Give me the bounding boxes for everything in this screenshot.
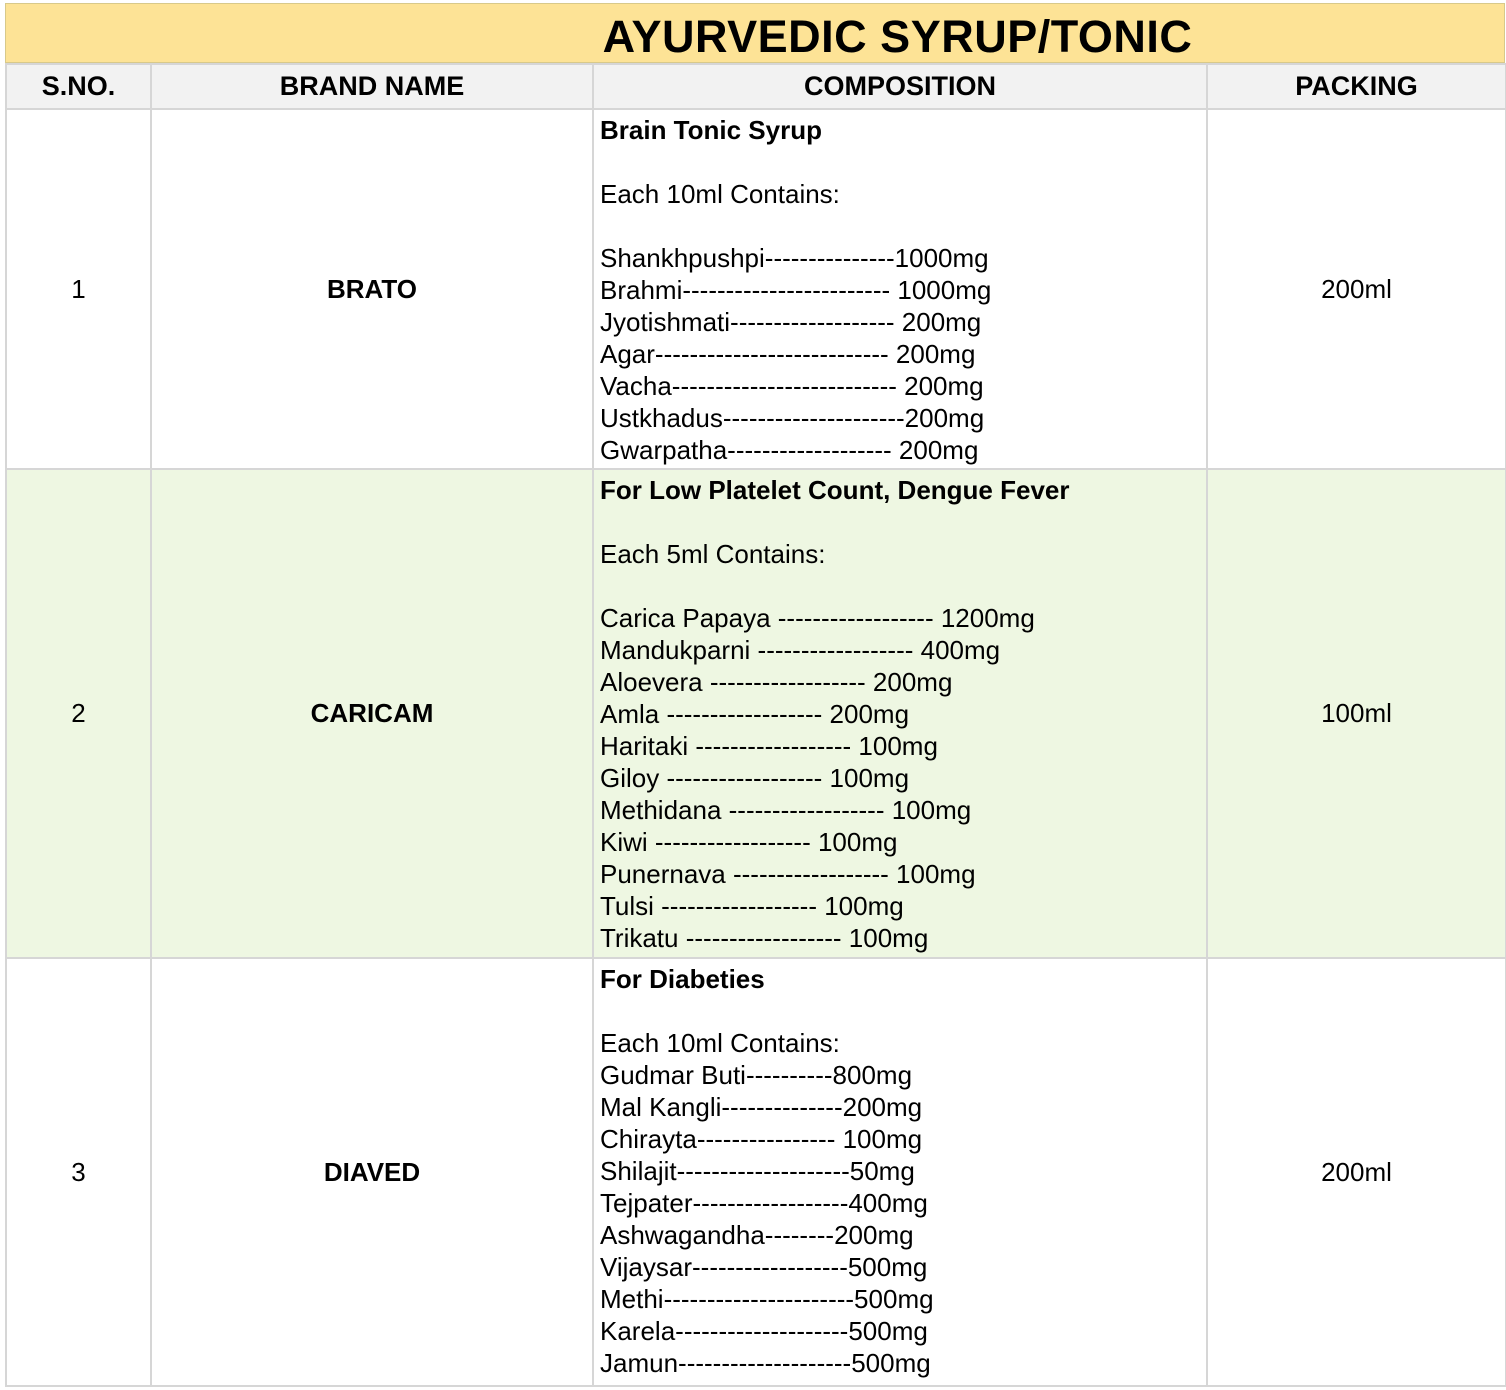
- header-packing: PACKING: [1207, 64, 1506, 109]
- ingredient-line: Kiwi ------------------ 100mg: [600, 827, 898, 857]
- header-sno: S.NO.: [6, 64, 151, 109]
- ingredient-line: Shankhpushpi---------------1000mg: [600, 243, 989, 273]
- ingredient-line: Shilajit--------------------50mg: [600, 1156, 915, 1186]
- composition-cell: [593, 469, 1207, 958]
- ingredient-line: Jamun--------------------500mg: [600, 1348, 931, 1378]
- brand-cell: BRATO: [151, 109, 593, 469]
- composition-title: For Low Platelet Count, Dengue Fever: [600, 475, 1070, 505]
- sno-cell: 2: [6, 469, 151, 958]
- ingredient-line: Gwarpatha------------------- 200mg: [600, 435, 979, 465]
- ingredient-line: Gudmar Buti----------800mg: [600, 1060, 913, 1090]
- ingredient-line: Ashwagandha--------200mg: [600, 1220, 914, 1250]
- packing-cell: 200ml: [1207, 958, 1506, 1386]
- composition-cell: [593, 109, 1207, 469]
- ingredient-line: Ustkhadus---------------------200mg: [600, 403, 985, 433]
- ingredient-line: Vijaysar------------------500mg: [600, 1252, 928, 1282]
- header-brand-name: BRAND NAME: [151, 64, 593, 109]
- ingredient-line: Jyotishmati------------------- 200mg: [600, 307, 982, 337]
- ingredient-line: Aloevera ------------------ 200mg: [600, 667, 953, 697]
- ingredient-line: Trikatu ------------------ 100mg: [600, 923, 929, 953]
- ingredient-line: Chirayta---------------- 100mg: [600, 1124, 923, 1154]
- ingredient-line: Agar--------------------------- 200mg: [600, 339, 976, 369]
- composition-cell: [593, 958, 1207, 1386]
- packing-cell: 200ml: [1207, 109, 1506, 469]
- ingredient-line: Mandukparni ------------------ 400mg: [600, 635, 1001, 665]
- header-composition: COMPOSITION: [593, 64, 1207, 109]
- ingredient-line: Punernava ------------------ 100mg: [600, 859, 976, 889]
- ingredient-line: Haritaki ------------------ 100mg: [600, 731, 938, 761]
- ingredient-line: Mal Kangli--------------200mg: [600, 1092, 923, 1122]
- header-row: [6, 64, 1506, 109]
- composition-title: For Diabeties: [600, 964, 765, 994]
- dose-line: Each 10ml Contains:: [600, 179, 840, 209]
- ingredient-line: Karela--------------------500mg: [600, 1316, 928, 1346]
- product-table: [5, 63, 1506, 1387]
- ingredient-line: Amla ------------------ 200mg: [600, 699, 910, 729]
- sno-cell: 1: [6, 109, 151, 469]
- table-row: [6, 958, 1506, 1386]
- composition-title: Brain Tonic Syrup: [600, 115, 822, 145]
- ingredient-line: Giloy ------------------ 100mg: [600, 763, 910, 793]
- brand-cell: DIAVED: [151, 958, 593, 1386]
- dose-line: Each 10ml Contains:: [600, 1028, 840, 1058]
- ingredient-line: Carica Papaya ------------------ 1200mg: [600, 603, 1035, 633]
- ingredient-line: Methidana ------------------ 100mg: [600, 795, 972, 825]
- ingredient-line: Vacha-------------------------- 200mg: [600, 371, 984, 401]
- brand-cell: CARICAM: [151, 469, 593, 958]
- title-bar: [5, 3, 1505, 63]
- page-title: AYURVEDIC SYRUP/TONIC: [602, 11, 1193, 62]
- ingredient-line: Methi----------------------500mg: [600, 1284, 934, 1314]
- spreadsheet: [5, 3, 1505, 1387]
- dose-line: Each 5ml Contains:: [600, 539, 826, 569]
- ingredient-line: Tulsi ------------------ 100mg: [600, 891, 904, 921]
- ingredient-line: Tejpater------------------400mg: [600, 1188, 928, 1218]
- ingredient-line: Brahmi------------------------ 1000mg: [600, 275, 992, 305]
- sno-cell: 3: [6, 958, 151, 1386]
- table-row: [6, 109, 1506, 469]
- table-row: [6, 469, 1506, 958]
- packing-cell: 100ml: [1207, 469, 1506, 958]
